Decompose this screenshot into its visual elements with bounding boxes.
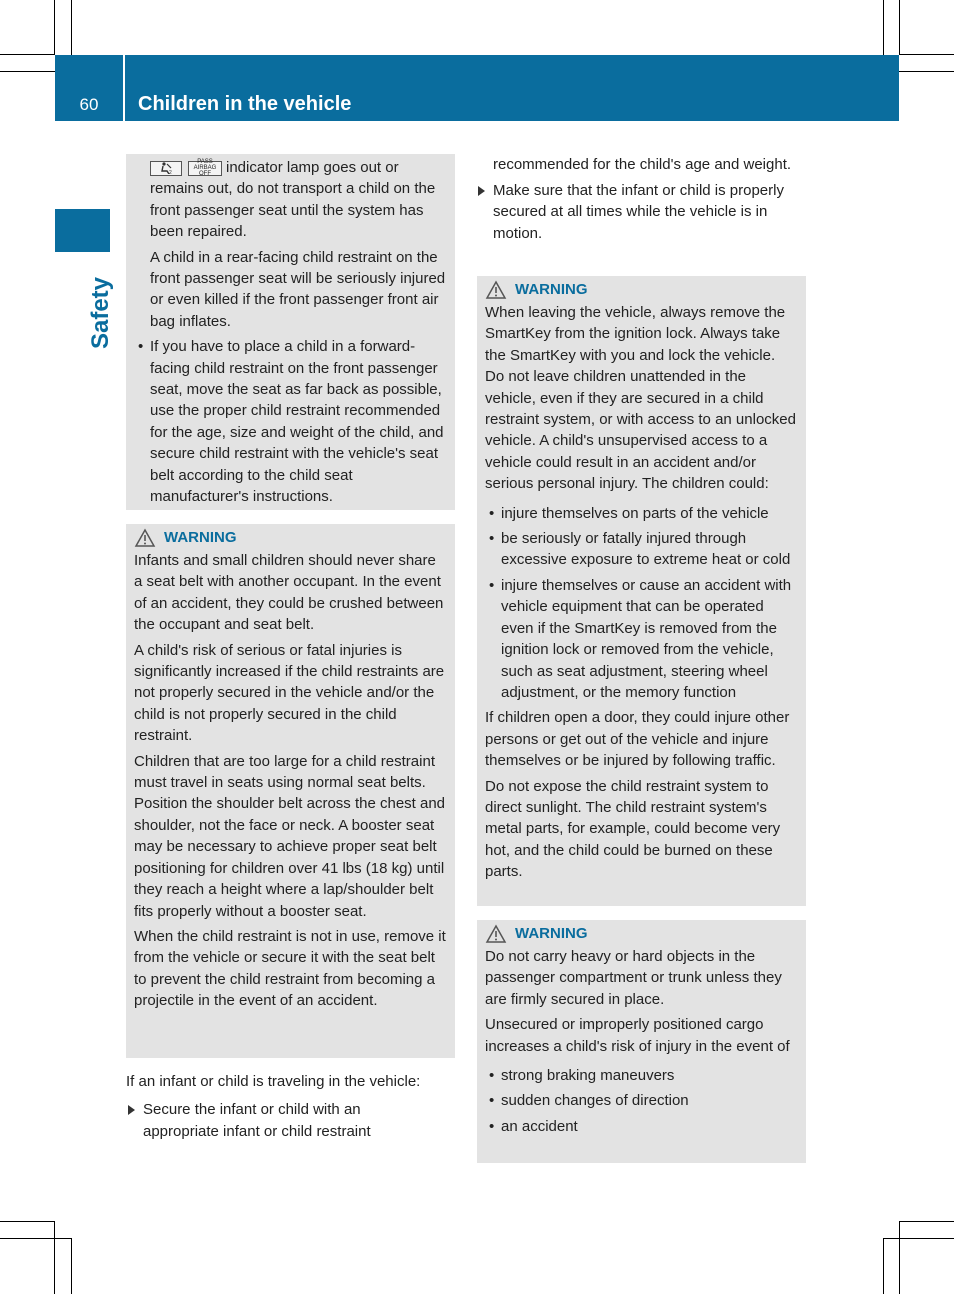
warning-label: WARNING bbox=[164, 529, 237, 547]
indicator-text: indicator lamp goes out or remains out, do not transport a child on the front passenger seat until the system has been repaired. bbox=[150, 159, 436, 241]
svg-text:2: 2 bbox=[169, 170, 172, 175]
crop-mark bbox=[0, 71, 55, 72]
pass-airbag-off-icon: PASS AIRBAG OFF bbox=[188, 161, 222, 176]
crop-mark bbox=[0, 54, 55, 55]
bullet-item: • an accident bbox=[485, 1116, 798, 1137]
bullet-item: • injure themselves on parts of the vehicle bbox=[485, 503, 798, 524]
instruction-step bbox=[126, 1099, 426, 1146]
crop-mark bbox=[899, 0, 900, 55]
crop-mark bbox=[0, 1221, 55, 1222]
warning-triangle-icon bbox=[134, 528, 156, 548]
crop-mark bbox=[0, 1238, 72, 1239]
bullet-item: • strong braking maneuvers bbox=[485, 1065, 798, 1086]
warning-paragraph: Infants and small children should never share a seat belt with another occupant. In the event of an accident, they could be crushed between the occupant and seat belt. bbox=[134, 552, 444, 634]
warning-box bbox=[477, 276, 806, 906]
warning-label: WARNING bbox=[515, 281, 588, 299]
section-tab-marker bbox=[55, 209, 110, 252]
warning-paragraph: If children open a door, they could injure other persons or get out of the vehicle and injure themselves or be injured by following traffic. bbox=[485, 709, 790, 770]
info-box-passenger-airbag bbox=[126, 154, 455, 510]
warning-label: WARNING bbox=[515, 925, 588, 943]
bullet-item: • be seriously or fatally injured through excessive exposure to extreme heat or cold bbox=[485, 528, 798, 571]
step-continuation: recommended for the child's age and weight. bbox=[493, 156, 792, 173]
crop-mark bbox=[71, 1238, 72, 1294]
step-item: Make sure that the infant or child is properly secured at all times while the vehicle is in motion. bbox=[476, 180, 806, 245]
page-number: 60 bbox=[55, 55, 125, 121]
info-paragraph: A child in a rear-facing child restraint on the front passenger seat will be seriously injured or even killed if the front passenger front air bag inflates. bbox=[150, 248, 446, 330]
step-item: Secure the infant or child with an appropriate infant or child restraint bbox=[126, 1099, 426, 1142]
warning-paragraph: When leaving the vehicle, always remove the SmartKey from the ignition lock. Always take the SmartKey with you and lock the vehicle. Do not leave children unattended in the vehicle, even if they are secured in a child restraint system, or with access to an unlocked vehicle. A child's unsupervised access to a vehicle could result in an accident and/or serious personal injury. The children could: bbox=[485, 304, 796, 493]
info-paragraph bbox=[150, 157, 449, 243]
warning-box bbox=[477, 920, 806, 1163]
warning-paragraph: When the child restraint is not in use, remove it from the vehicle or secure it with the seat belt to prevent the child restraint from becoming a projectile in the event of an accident. bbox=[134, 927, 446, 1010]
section-side-label: Safety bbox=[87, 276, 114, 350]
page-header bbox=[55, 55, 899, 121]
warning-paragraph: A child's risk of serious or fatal injuries is significantly increased if the child restraints are not properly secured in the vehicle and/or the child is not properly secured in the child restraint. bbox=[134, 641, 445, 745]
warning-triangle-icon bbox=[485, 924, 507, 944]
warning-paragraph: Children that are too large for a child restraint must travel in seats using normal seat belts. Position the shoulder belt across the chest and shoulder, not the face or neck. A booster seat may be necessary to achieve proper seat belt positioning for children over 41 lbs (18 kg) until they reach a height where a lap/shoulder belt fits properly without a booster seat. bbox=[134, 752, 446, 920]
warning-paragraph: Do not carry heavy or hard objects in the passenger compartment or trunk unless they are firmly secured in place. bbox=[485, 948, 782, 1008]
bullet-item: • injure themselves or cause an accident with vehicle equipment that can be operated even if the SmartKey is removed from the ignition lock or removed from the vehicle, such as seat adjustment, steering wheel adjustment, or the memory function bbox=[485, 575, 798, 703]
crop-mark bbox=[899, 71, 954, 72]
instruction-step-continued bbox=[476, 154, 806, 248]
warning-paragraph: Do not expose the child restraint system to direct sunlight. The child restraint system's metal parts, for example, could become very hot, and the child could be burned on these parts. bbox=[485, 777, 781, 881]
page-title: Children in the vehicle bbox=[138, 93, 352, 115]
crop-mark bbox=[883, 1238, 884, 1294]
crop-mark bbox=[899, 1221, 954, 1222]
crop-mark bbox=[71, 0, 72, 55]
warning-heading bbox=[134, 526, 447, 550]
bullet-item: • If you have to place a child in a forward-facing child restraint on the front passenger seat, move the seat as far back as possible, use the proper child restraint recommended for the age, size and weight of the child, and secure child restraint with the vehicle's seat belt according to the child seat manufacturer's instructions. bbox=[134, 336, 449, 507]
airbag-seat-icon bbox=[150, 161, 182, 176]
indicator-icons bbox=[150, 161, 222, 176]
warning-box bbox=[126, 524, 455, 1058]
warning-heading bbox=[485, 922, 798, 946]
crop-mark bbox=[899, 1222, 900, 1294]
crop-mark bbox=[899, 54, 954, 55]
bullet-item: • sudden changes of direction bbox=[485, 1090, 798, 1111]
crop-mark bbox=[54, 1222, 55, 1294]
warning-triangle-icon bbox=[485, 280, 507, 300]
crop-mark bbox=[54, 0, 55, 55]
crop-mark bbox=[883, 0, 884, 55]
warning-paragraph: Unsecured or improperly positioned cargo increases a child's risk of injury in the event of bbox=[485, 1016, 790, 1055]
warning-heading bbox=[485, 278, 798, 302]
crop-mark bbox=[883, 1238, 954, 1239]
intro-text: If an infant or child is traveling in the vehicle: bbox=[126, 1073, 421, 1090]
